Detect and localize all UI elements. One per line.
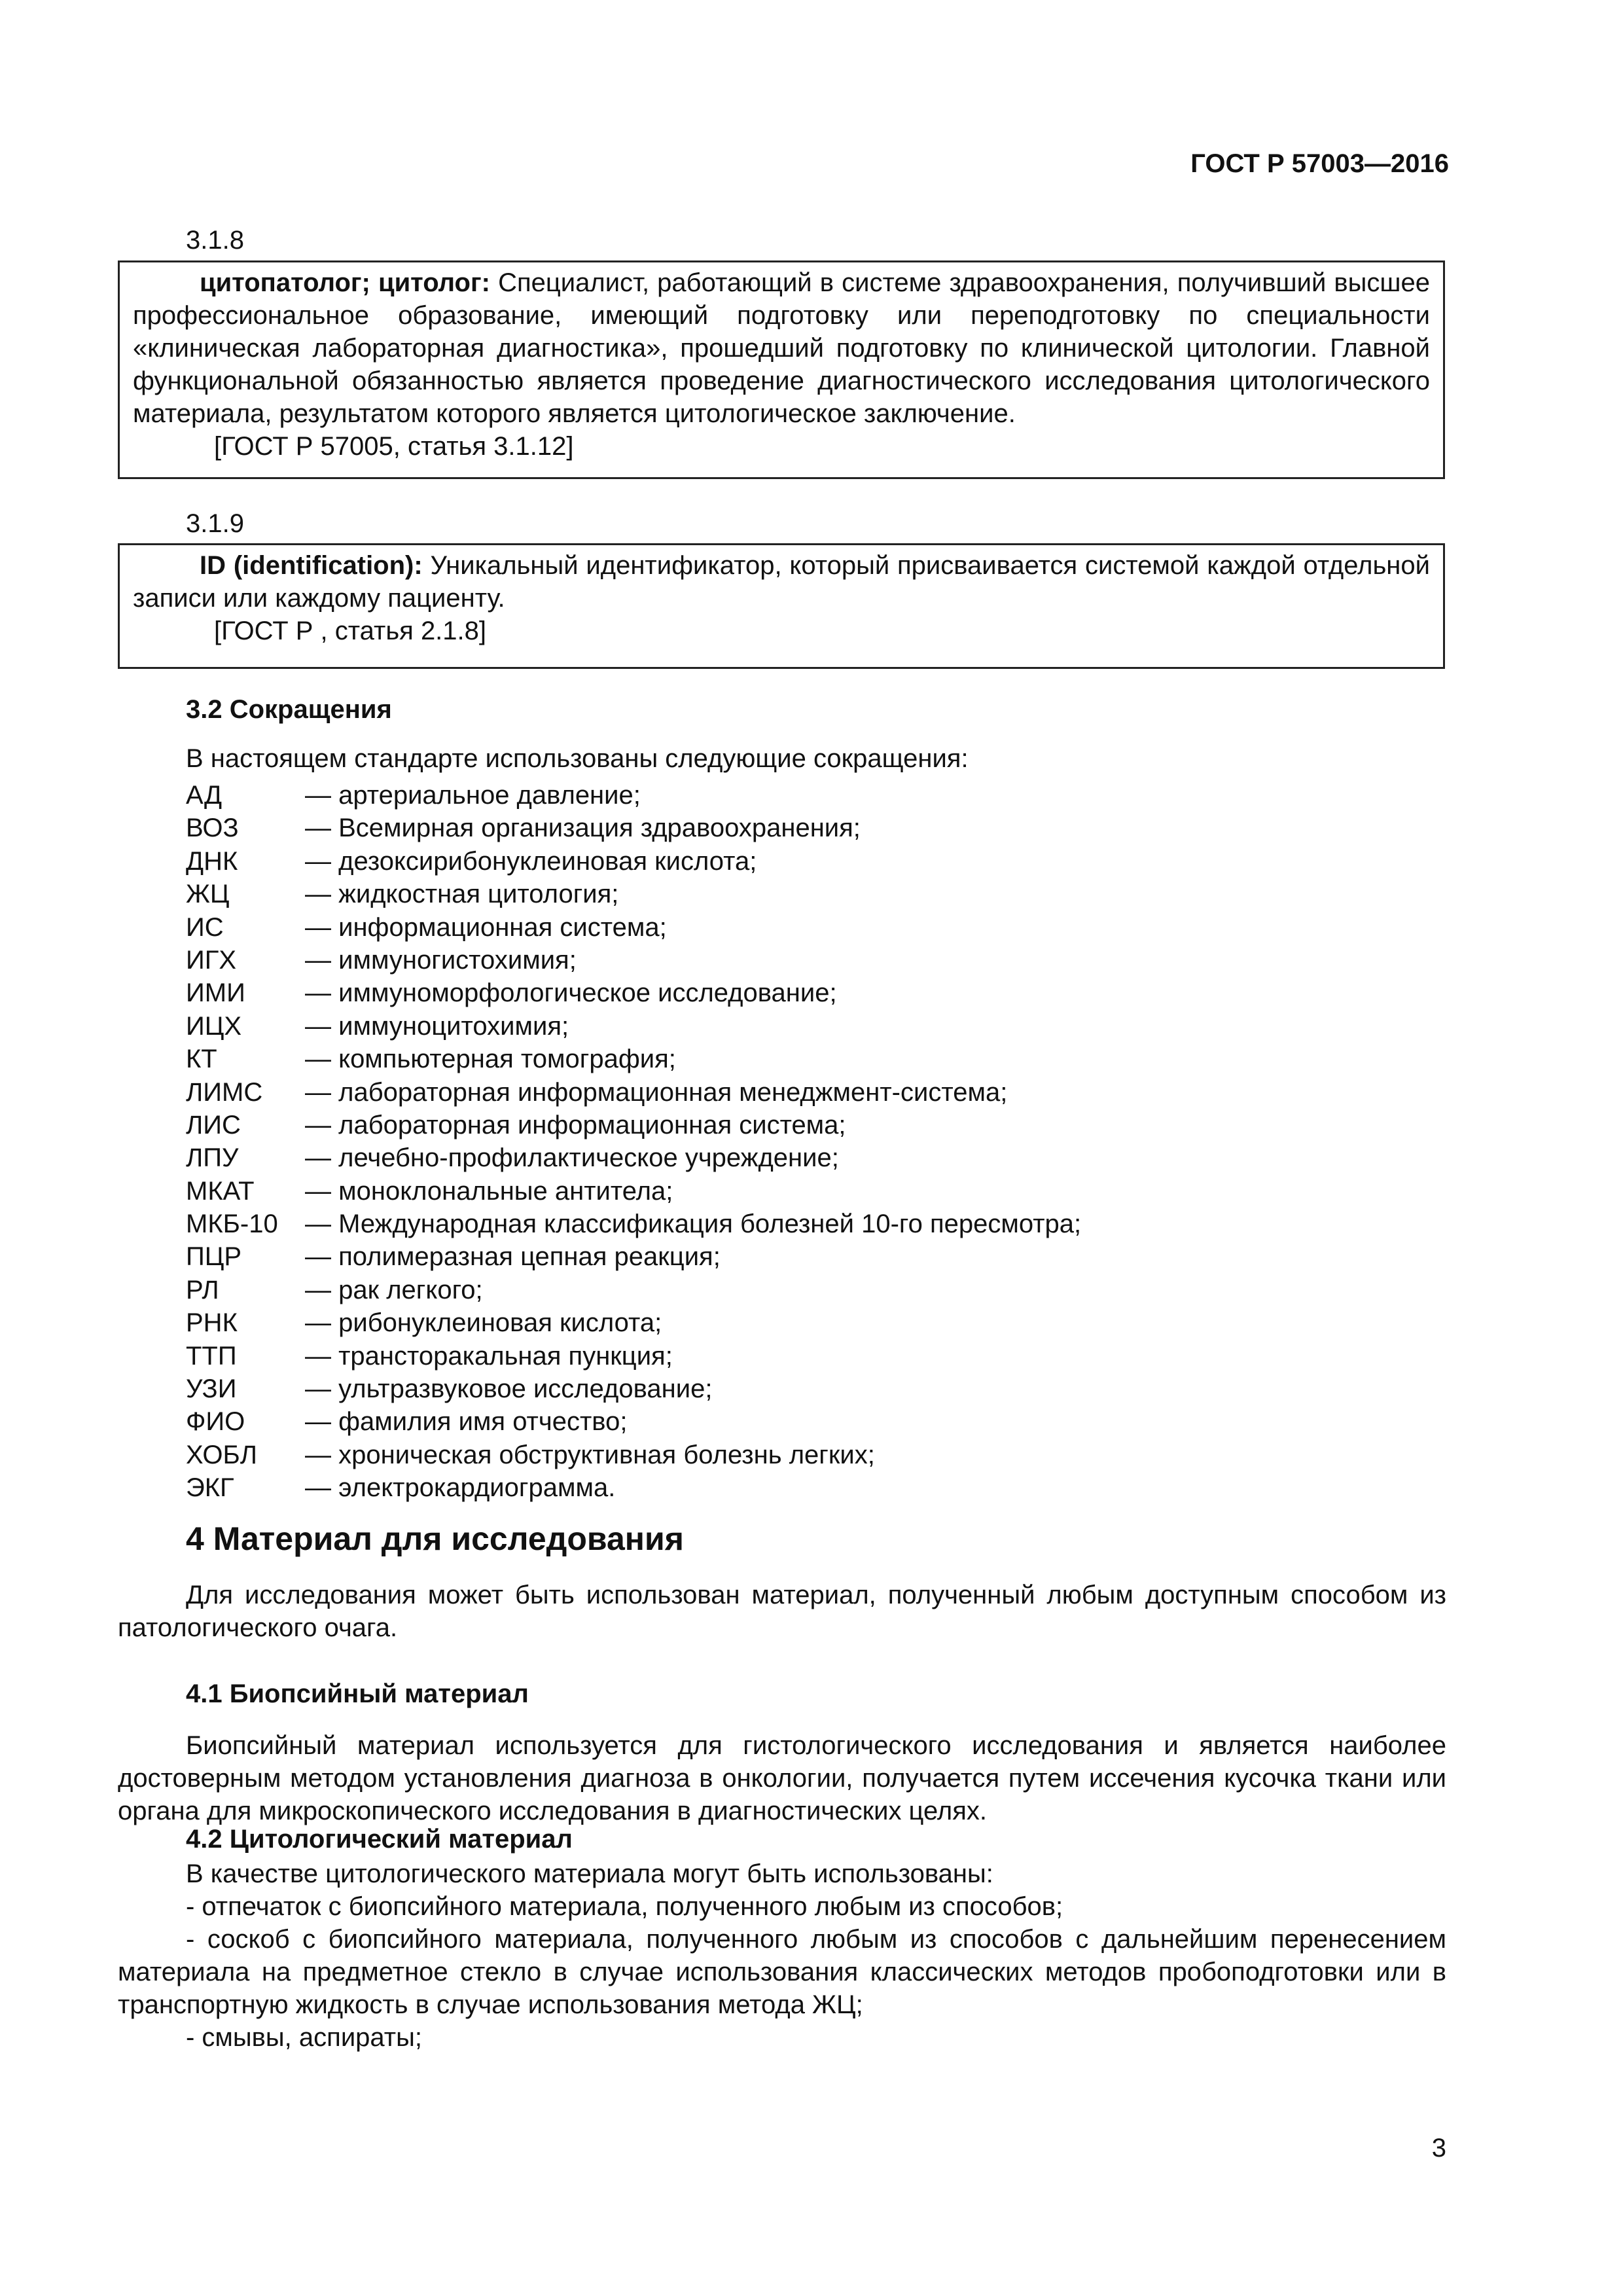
abbreviation-expansion: — ультразвуковое исследование; <box>305 1374 713 1404</box>
abbreviation-expansion: — моноклональные антитела; <box>305 1176 673 1206</box>
section-heading-4-2: 4.2 Цитологический материал <box>186 1825 573 1854</box>
abbreviation-row <box>186 1109 1364 1141</box>
abbreviation: ИГХ <box>186 945 237 975</box>
abbreviation-expansion: — лабораторная информационная менеджмент-система; <box>305 1077 1008 1107</box>
abbreviation-expansion: — иммуноцитохимия; <box>305 1011 569 1041</box>
definition-source: [ГОСТ Р , статья 2.1.8] <box>214 617 487 645</box>
abbreviation-expansion: — лабораторная информационная система; <box>305 1110 846 1139</box>
definition-text <box>133 549 1430 615</box>
abbreviation-row <box>186 1240 1364 1273</box>
definition-body: Уникальный идентификатор, который присваивается системой каждой отдельной записи или каждому пациенту. <box>133 551 1430 613</box>
abbreviation: ФИО <box>186 1407 245 1437</box>
abbreviation-row <box>186 1471 1364 1504</box>
definition-number: 3.1.9 <box>186 509 244 538</box>
abbreviation-row <box>186 1340 1364 1372</box>
abbreviation-row <box>186 1208 1364 1240</box>
section-heading-3-2: 3.2 Сокращения <box>186 695 392 724</box>
abbreviation-row <box>186 1010 1364 1043</box>
abbreviation: ЭКГ <box>186 1473 234 1503</box>
abbreviation: АД <box>186 781 223 810</box>
abbreviation-expansion: — рак легкого; <box>305 1275 483 1304</box>
abbreviation-expansion: — артериальное давление; <box>305 781 641 810</box>
abbreviation: УЗИ <box>186 1374 237 1404</box>
abbreviation-row <box>186 911 1364 944</box>
abbreviation-row <box>186 1306 1364 1339</box>
definition-number: 3.1.8 <box>186 226 244 255</box>
abbreviation: РЛ <box>186 1275 219 1304</box>
abbreviation-row <box>186 1076 1364 1109</box>
abbreviation: ПЦР <box>186 1242 242 1272</box>
abbreviation-row <box>186 878 1364 910</box>
abbreviation: ИМИ <box>186 978 245 1008</box>
abbreviation: ЛИМС <box>186 1077 263 1107</box>
definition-source: [ГОСТ Р 57005, статья 3.1.12] <box>214 432 574 461</box>
section4-2-intro: В качестве цитологического материала могут быть использованы: <box>186 1859 993 1888</box>
section-heading-4-1: 4.1 Биопсийный материал <box>186 1679 529 1708</box>
abbreviation-expansion: — лечебно-профилактическое учреждение; <box>305 1143 839 1173</box>
abbreviation-row <box>186 1141 1364 1174</box>
abbreviation-row <box>186 1043 1364 1075</box>
abbreviation-row <box>186 1439 1364 1471</box>
definition-body: Специалист, работающий в системе здравоохранения, получивший высшее профессиональное образование, имеющий подготовку или переподготовку по специальности «клиническая лабораторная диагностика», прошедший подготовку по клинической цитологии. Главной функциональной обязанностью является проведение диагностического исследования цитологического материала, результатом которого является цитологическое заключение. <box>133 268 1430 428</box>
abbreviation-expansion: — фамилия имя отчество; <box>305 1407 628 1437</box>
abbreviation-expansion: — рибонуклеиновая кислота; <box>305 1308 662 1338</box>
abbreviation: КТ <box>186 1045 217 1074</box>
abbreviation: ТТП <box>186 1341 237 1371</box>
section4-1-text: Биопсийный материал используется для гистологического исследования и является наиболее достоверным методом установления диагноза в онкологии, получается путем иссечения кусочка ткани или органа для микроскопического исследования в диагностических целях. <box>118 1731 1446 1825</box>
abbreviation-row <box>186 1175 1364 1208</box>
abbreviation-expansion: — компьютерная томография; <box>305 1045 676 1074</box>
list-item: - отпечаток с биопсийного материала, полученного любым из способов; <box>186 1892 1063 1921</box>
abbreviation: ИЦХ <box>186 1011 242 1041</box>
abbreviation-expansion: — жидкостная цитология; <box>305 880 619 909</box>
definition-text <box>133 266 1430 430</box>
abbreviation-row <box>186 1372 1364 1405</box>
abbreviation-row <box>186 845 1364 878</box>
abbreviation-expansion: — информационная система; <box>305 912 667 942</box>
abbreviation-row <box>186 779 1364 812</box>
abbreviation-expansion: — полимеразная цепная реакция; <box>305 1242 721 1272</box>
abbreviation: РНК <box>186 1308 238 1338</box>
abbreviation-expansion: — трансторакальная пункция; <box>305 1341 673 1371</box>
abbreviation: МКБ-10 <box>186 1210 278 1239</box>
abbreviation-row <box>186 1274 1364 1306</box>
abbreviation-expansion: — Всемирная организация здравоохранения; <box>305 814 861 843</box>
abbreviations-intro: В настоящем стандарте использованы следующие сокращения: <box>186 744 969 773</box>
abbreviation: ЛПУ <box>186 1143 239 1173</box>
abbreviation: ДНК <box>186 846 238 876</box>
abbreviation-expansion: — дезоксирибонуклеиновая кислота; <box>305 846 757 876</box>
abbreviation-expansion: — Международная классификация болезней 10-го пересмотра; <box>305 1210 1082 1239</box>
page-number: 3 <box>1431 2134 1446 2162</box>
abbreviation: ВОЗ <box>186 814 239 843</box>
abbreviation-row <box>186 812 1364 844</box>
abbreviation-expansion: — электрокардиограмма. <box>305 1473 616 1503</box>
abbreviation-row <box>186 944 1364 977</box>
list-item: - соскоб с биопсийного материала, полученного любым из способов с дальнейшим перенесением материала на предметное стекло в случае использования классических методов пробоподготовки или в транспортную жидкость в случае использования метода ЖЦ; <box>118 1925 1446 2019</box>
abbreviation: МКАТ <box>186 1176 255 1206</box>
section-heading-4: 4 Материал для исследования <box>186 1520 684 1557</box>
abbreviation-list <box>186 779 1364 1505</box>
standard-code: ГОСТ Р 57003—2016 <box>1190 149 1449 178</box>
definition-term: ID (identification): <box>200 551 423 580</box>
abbreviation-row <box>186 1405 1364 1438</box>
abbreviation-expansion: — хроническая обструктивная болезнь легких; <box>305 1440 875 1469</box>
abbreviation-expansion: — иммуногистохимия; <box>305 945 577 975</box>
section4-intro: Для исследования может быть использован материал, полученный любым доступным способом из патологического очага. <box>118 1581 1446 1642</box>
definition-box <box>118 260 1445 479</box>
abbreviation: ИС <box>186 912 224 942</box>
list-item: - смывы, аспираты; <box>186 2023 422 2052</box>
definition-term: цитопатолог; цитолог: <box>200 268 490 297</box>
abbreviation-row <box>186 977 1364 1009</box>
abbreviation: ХОБЛ <box>186 1440 257 1469</box>
abbreviation: ЛИС <box>186 1110 241 1139</box>
abbreviation-expansion: — иммуноморфологическое исследование; <box>305 978 837 1008</box>
definition-box <box>118 543 1445 669</box>
abbreviation: ЖЦ <box>186 880 230 909</box>
